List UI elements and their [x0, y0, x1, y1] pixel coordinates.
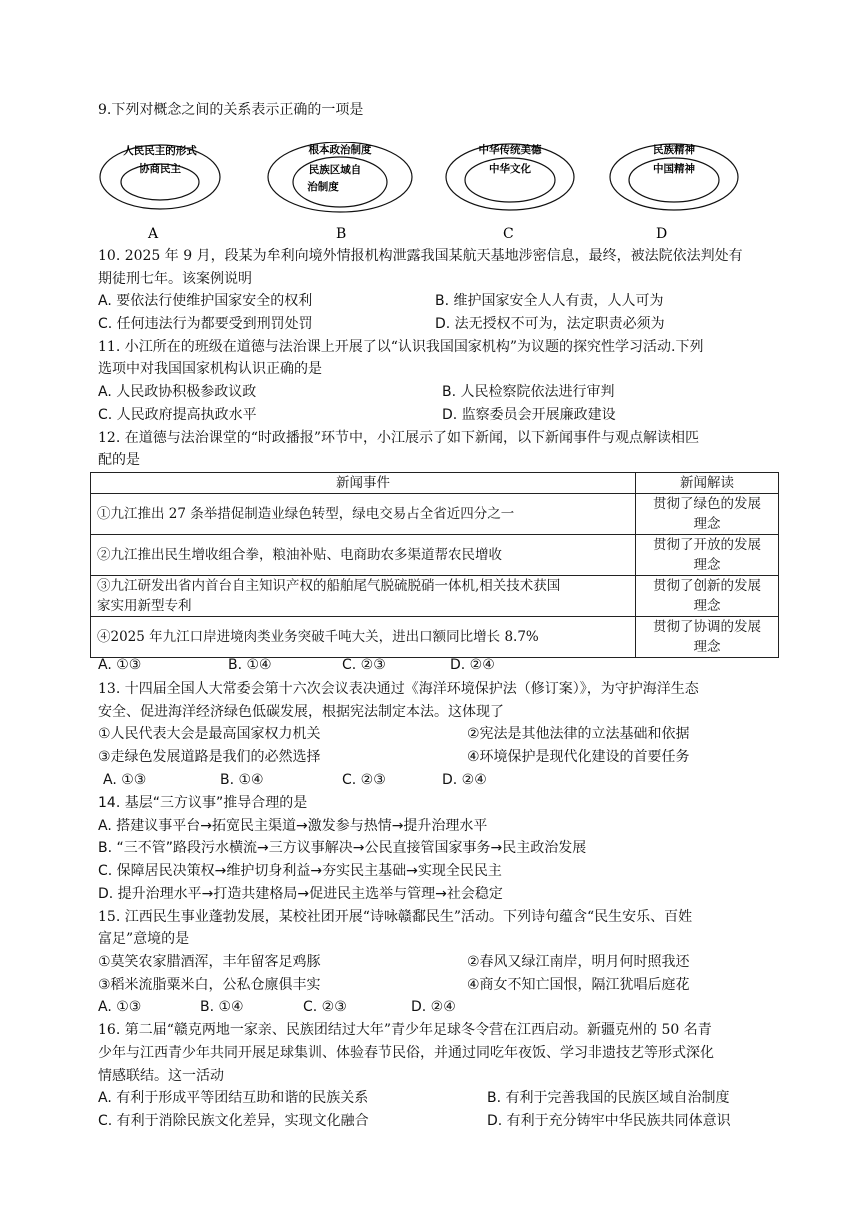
- option-c-diagram: [446, 143, 574, 210]
- q15-statement-4: ④商女不知亡国恨，隔江犹唱后庭花: [467, 977, 690, 993]
- q13-stem-2: 安全、促进海洋经济绿色低碳发展，根据宪法制定本法。这体现了: [98, 704, 504, 720]
- q15-stem-2: 富足”意境的是: [98, 931, 190, 947]
- news-event-cell: ①九江推出 27 条举措促制造业绿色转型，绿电交易占全省近四分之一: [91, 494, 636, 535]
- q11-stem: 11. 小江所在的班级在道德与法治课上开展了以“认识我国国家机构”为议题的探究性学习活动.下列: [98, 339, 704, 355]
- option-a-diagram: [100, 144, 220, 209]
- q14-option-b[interactable]: B. “三不管”路段污水横流→三方议事解决→公民直接管国家事务→民主政治发展: [98, 840, 587, 856]
- q10-option-a[interactable]: A. 要依法行使维护国家安全的权利: [98, 293, 313, 309]
- q12-option-c[interactable]: C. ②③: [342, 657, 386, 673]
- q11-option-d[interactable]: D. 监察委员会开展廉政建设: [442, 407, 616, 423]
- q10-option-d[interactable]: D. 法无授权不可为，法定职责必须为: [435, 316, 665, 332]
- q11-option-c[interactable]: C. 人民政府提高执政水平: [98, 407, 257, 423]
- news-reading-cell: 贯彻了开放的发展 理念: [636, 535, 779, 576]
- q13-statement-3: ③走绿色发展道路是我们的必然选择: [98, 749, 321, 765]
- option-d-letter: D: [656, 226, 668, 242]
- header-news-reading: 新闻解读: [636, 473, 779, 494]
- q9-stem: 9.下列对概念之间的关系表示正确的一项是: [98, 102, 364, 118]
- q12-option-b[interactable]: B. ①④: [228, 657, 272, 673]
- option-b-diagram: [268, 142, 412, 212]
- q15-option-b[interactable]: B. ①④: [200, 999, 244, 1015]
- news-reading-cell: 贯彻了协调的发展 理念: [636, 617, 779, 658]
- option-a-inner-label: 协商民主: [139, 163, 181, 175]
- q13-option-a[interactable]: A. ①③: [103, 772, 147, 788]
- table-row: [91, 494, 779, 535]
- q11-option-a[interactable]: A. 人民政协积极参政议政: [98, 384, 257, 400]
- news-event-cell: ④2025 年九江口岸进境肉类业务突破千吨大关，进出口额同比增长 8.7%: [91, 617, 636, 658]
- q13-statement-2: ②宪法是其他法律的立法基础和依据: [467, 726, 690, 742]
- q16-option-b[interactable]: B. 有利于完善我国的民族区域自治制度: [487, 1090, 730, 1106]
- q13-stem: 13. 十四届全国人大常委会第十六次会议表决通过《海洋环境保护法（修订案）》，为守护海洋生态: [98, 681, 699, 697]
- option-d-diagram: [610, 143, 738, 210]
- q14-option-d[interactable]: D. 提升治理水平→打造共建格局→促进民主选举与管理→社会稳定: [98, 886, 503, 902]
- q11-stem-2: 选项中对我国国家机构认识正确的是: [98, 361, 322, 377]
- q16-stem-2: 少年与江西青少年共同开展足球集训、体验春节民俗，并通过同吃年夜饭、学习非遗技艺等形式深化: [98, 1045, 714, 1061]
- option-b-outer-label: 根本政治制度: [308, 144, 372, 156]
- q9-diagram: [95, 142, 795, 242]
- q16-stem-3: 情感联结。这一活动: [98, 1068, 224, 1084]
- news-reading-cell: 贯彻了绿色的发展 理念: [636, 494, 779, 535]
- q16-option-d[interactable]: D. 有利于充分铸牢中华民族共同体意识: [487, 1113, 731, 1129]
- q15-stem: 15. 江西民生事业蓬勃发展，某校社团开展“诗咏赣鄱民生”活动。下列诗句蕴含“民生安乐、百姓: [98, 909, 693, 925]
- table-row: [91, 535, 779, 576]
- q16-stem: 16. 第二届“赣克两地一家亲、民族团结过大年”青少年足球冬令营在江西启动。新疆克州的 50 名青: [98, 1022, 712, 1038]
- q12-option-a[interactable]: A. ①③: [98, 657, 142, 673]
- q13-statement-1: ①人民代表大会是最高国家权力机关: [98, 726, 321, 742]
- news-event-cell: ③九江研发出省内首台自主知识产权的船舶尾气脱硫脱硝一体机,相关技术获国 家实用新型专利: [91, 576, 636, 617]
- option-c-outer-label: 中华传统美德: [478, 144, 542, 156]
- news-table-header: [91, 473, 779, 494]
- q12-stem-2: 配的是: [98, 452, 140, 468]
- q15-statement-1: ①莫笑农家腊酒浑，丰年留客足鸡豚: [98, 954, 321, 970]
- q10-option-b[interactable]: B. 维护国家安全人人有责，人人可为: [435, 293, 664, 309]
- option-a-outer-label: 人民民主的形式: [123, 145, 197, 157]
- q13-option-b[interactable]: B. ①④: [220, 772, 264, 788]
- q15-option-d[interactable]: D. ②④: [411, 999, 456, 1015]
- q12-option-d[interactable]: D. ②④: [450, 657, 495, 673]
- q15-statement-2: ②春风又绿江南岸，明月何时照我还: [467, 954, 690, 970]
- option-b-inner-label-2: 治制度: [307, 181, 339, 193]
- q13-statement-4: ④环境保护是现代化建设的首要任务: [467, 749, 690, 765]
- q14-option-c[interactable]: C. 保障居民决策权→维护切身利益→夯实民主基础→实现全民民主: [98, 863, 502, 879]
- q15-option-c[interactable]: C. ②③: [303, 999, 347, 1015]
- option-c-inner-label: 中华文化: [489, 163, 531, 175]
- q14-stem: 14. 基层“三方议事”推导合理的是: [98, 795, 308, 811]
- q15-statement-3: ③稻米流脂粟米白，公私仓廪俱丰实: [98, 977, 321, 993]
- option-d-outer-label: 民族精神: [653, 144, 695, 156]
- q11-option-b[interactable]: B. 人民检察院依法进行审判: [442, 384, 615, 400]
- q10-stem: 10. 2025 年 9 月，段某为牟利向境外情报机构泄露我国某航天基地涉密信息，最终，被法院依法判处有: [98, 248, 743, 264]
- option-b-inner-label: 民族区域自: [308, 164, 362, 176]
- q16-option-c[interactable]: C. 有利于消除民族文化差异，实现文化融合: [98, 1113, 369, 1129]
- option-d-inner-label: 中国精神: [653, 163, 695, 175]
- news-table: [90, 472, 779, 658]
- q14-option-a[interactable]: A. 搭建议事平台→拓宽民主渠道→激发参与热情→提升治理水平: [98, 818, 488, 834]
- q12-stem: 12. 在道德与法治课堂的“时政播报”环节中，小江展示了如下新闻，以下新闻事件与观点解读相匹: [98, 430, 700, 446]
- table-row: [91, 576, 779, 617]
- header-news-event: 新闻事件: [91, 473, 636, 494]
- q13-option-d[interactable]: D. ②④: [442, 772, 487, 788]
- q15-option-a[interactable]: A. ①③: [98, 999, 142, 1015]
- option-a-letter: A: [148, 226, 159, 242]
- q10-option-c[interactable]: C. 任何违法行为都要受到刑罚处罚: [98, 316, 313, 332]
- news-reading-cell: 贯彻了创新的发展 理念: [636, 576, 779, 617]
- news-event-cell: ②九江推出民生增收组合拳，粮油补贴、电商助农多渠道帮农民增收: [91, 535, 636, 576]
- q10-stem-2: 期徒刑七年。该案例说明: [98, 271, 252, 287]
- q13-option-c[interactable]: C. ②③: [342, 772, 386, 788]
- q16-option-a[interactable]: A. 有利于形成平等团结互助和谐的民族关系: [98, 1090, 369, 1106]
- table-row: [91, 617, 779, 658]
- option-b-letter: B: [336, 226, 347, 242]
- option-c-letter: C: [503, 226, 514, 242]
